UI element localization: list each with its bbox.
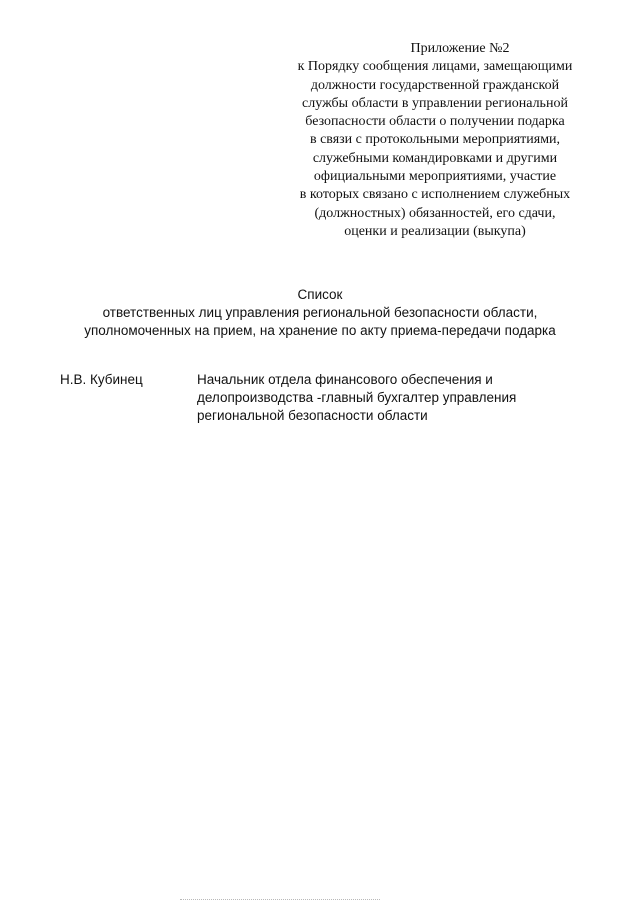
- footer-scan-mark: [180, 899, 380, 903]
- appendix-line: в которых связано с исполнением служебных: [299, 187, 571, 203]
- appendix-line: к Порядку сообщения лицами, замещающими: [297, 59, 573, 75]
- appendix-header: [270, 40, 600, 241]
- person-position-line: Начальник отдела финансового обеспечения и: [197, 372, 493, 387]
- appendix-line: безопасности области о получении подарка: [305, 114, 565, 130]
- appendix-line: должности государственной гражданской: [310, 77, 560, 93]
- person-position: [197, 371, 557, 425]
- person-position-line: делопроизводства -главный бухгалтер управления: [197, 390, 517, 405]
- list-subtitle-line: уполномоченных на прием, на хранение по акту приема-передачи подарка: [84, 323, 556, 338]
- appendix-line: в связи с протокольными мероприятиями,: [309, 132, 561, 148]
- appendix-line: оценки и реализации (выкупа): [344, 223, 526, 239]
- list-subtitle-line: ответственных лиц управления региональной безопасности области,: [102, 305, 538, 320]
- appendix-line: служебными командировками и другими: [312, 150, 558, 166]
- appendix-line: службы области в управлении региональной: [302, 95, 568, 111]
- list-title: Список: [297, 287, 343, 302]
- appendix-line: официальными мероприятиями, участие: [313, 169, 557, 185]
- person-name: Н.В. Кубинец: [60, 372, 143, 387]
- appendix-line: (должностных) обязанностей, его сдачи,: [314, 205, 556, 221]
- person-position-line: региональной безопасности области: [197, 408, 428, 423]
- list-heading: [60, 286, 580, 340]
- appendix-title: Приложение №2: [410, 41, 510, 56]
